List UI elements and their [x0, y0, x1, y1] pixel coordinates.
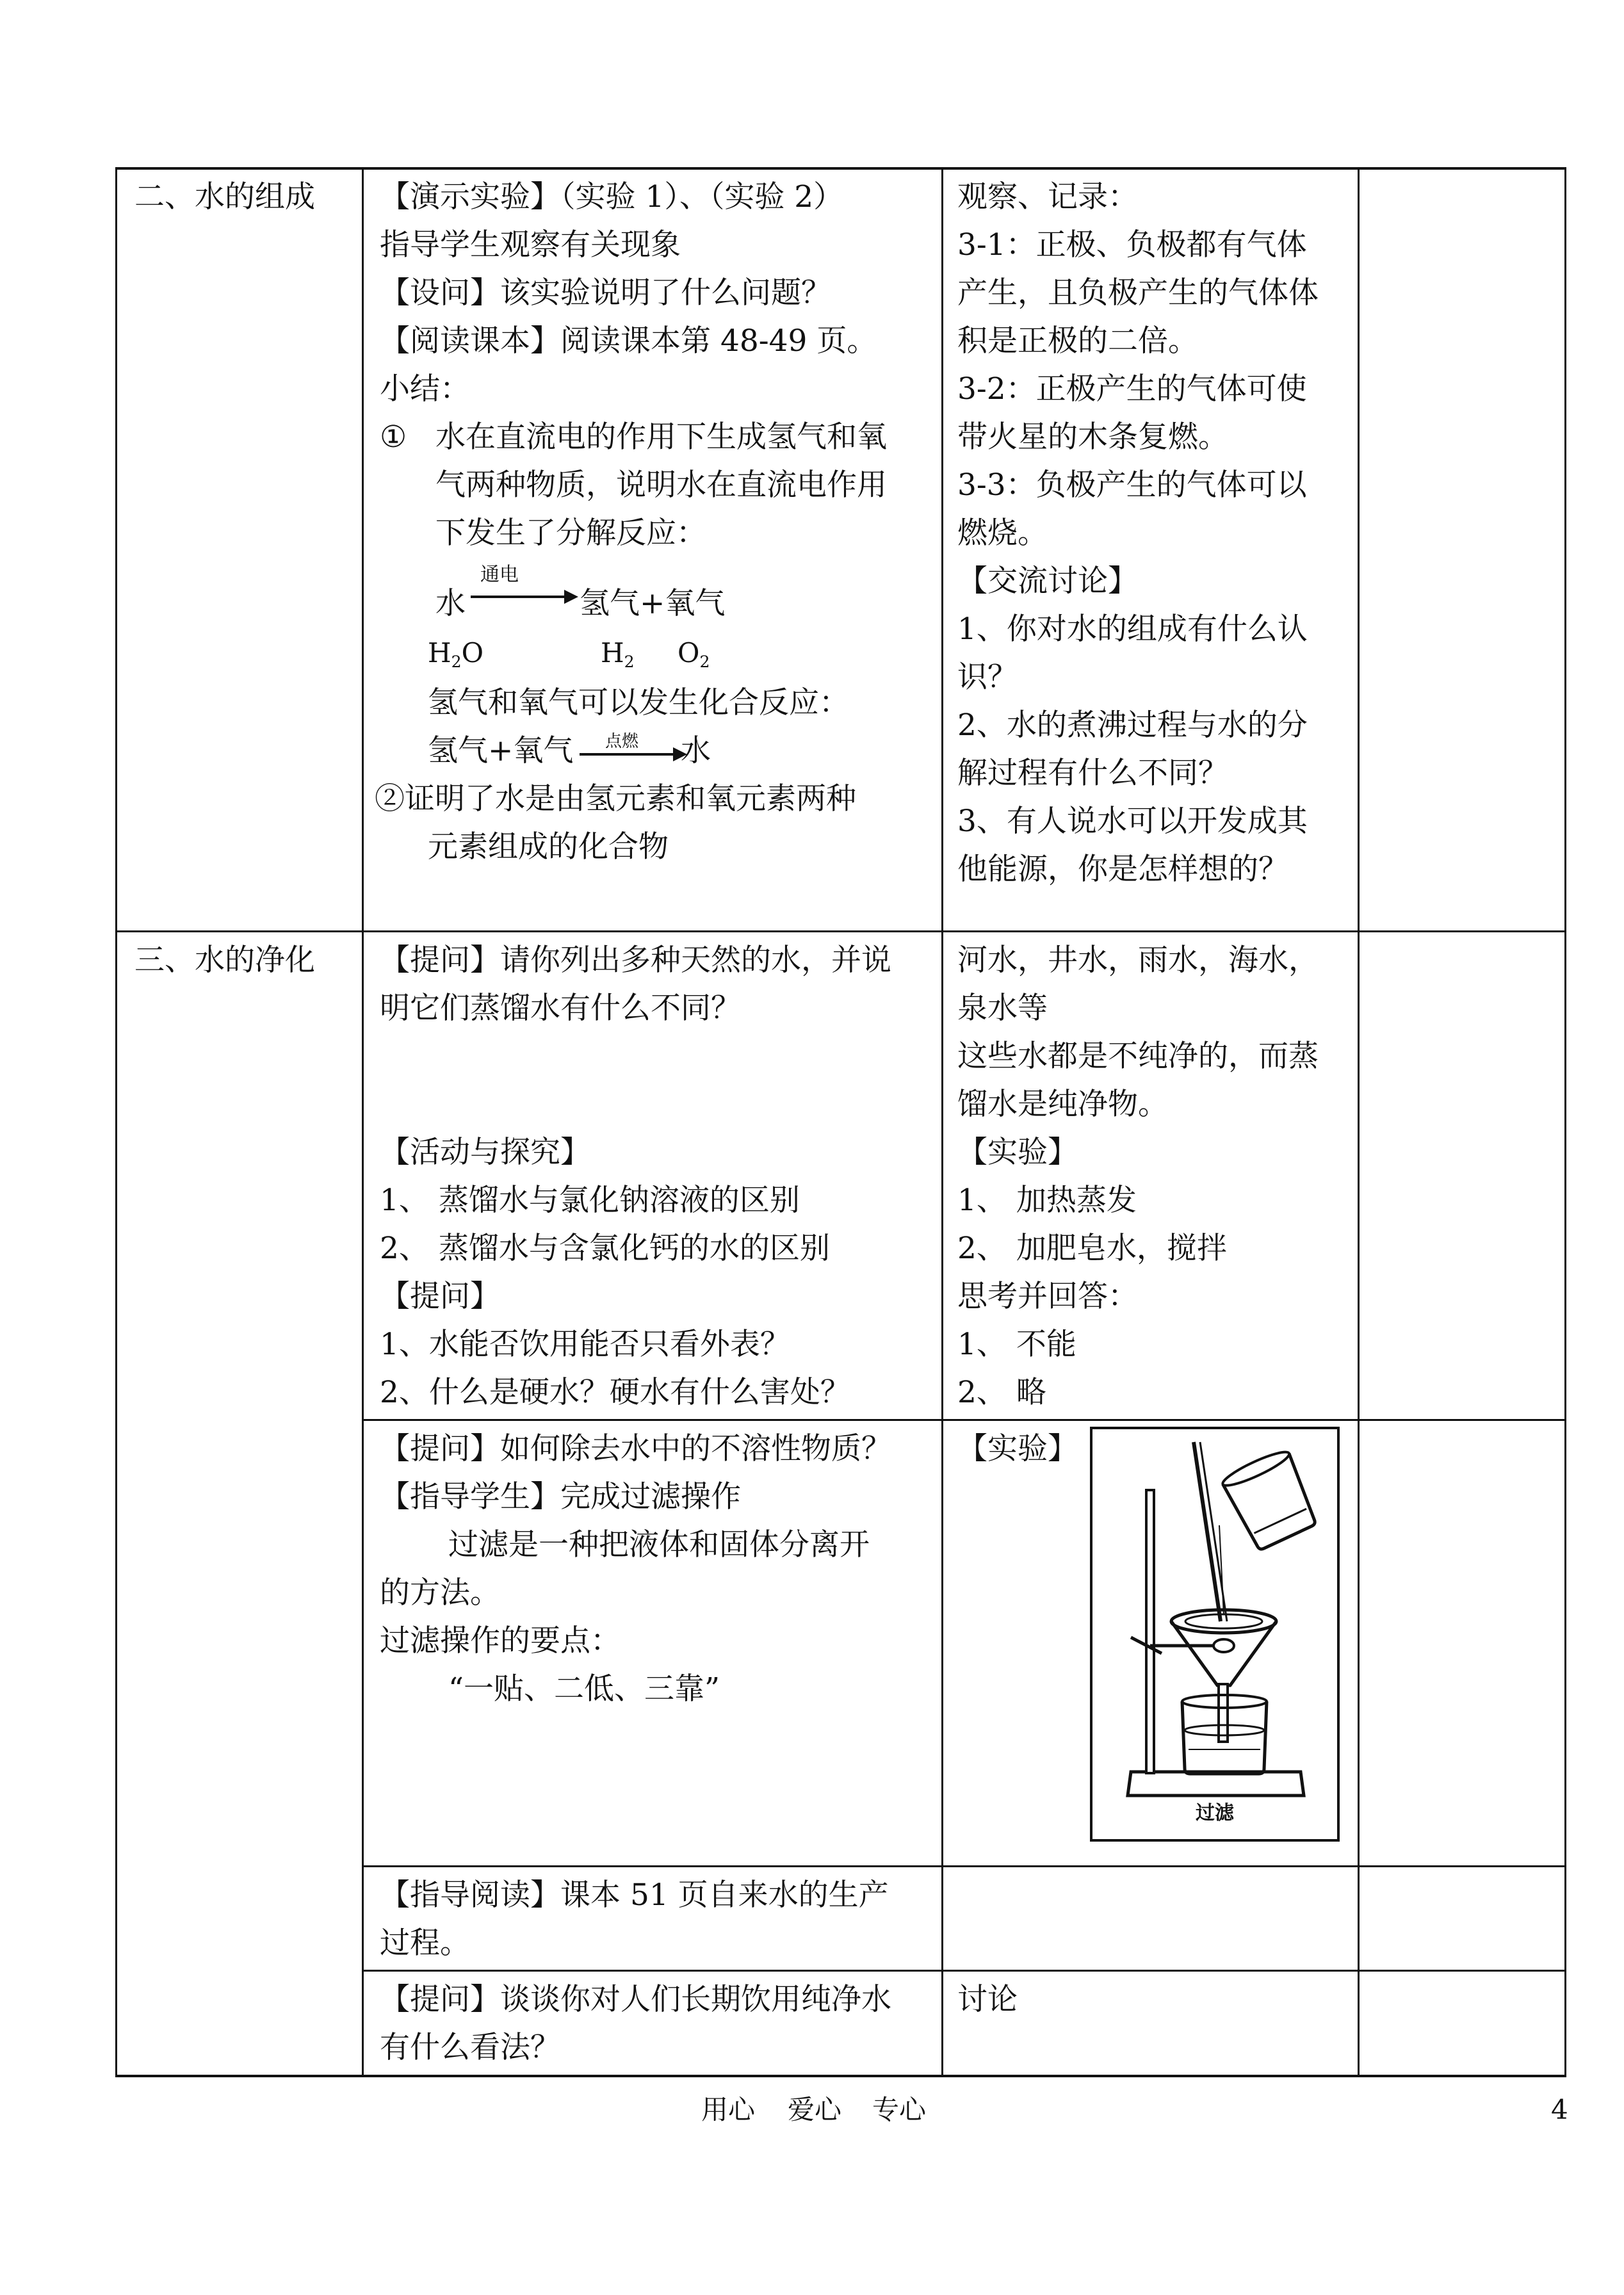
s3b1-teacher-line-2: 明它们蒸馏水有什么不同？: [380, 991, 741, 1026]
s3b2-teacher-line-4: 的方法。: [380, 1575, 500, 1610]
s2-student-line-14: 3、有人说水可以开发成其: [957, 804, 1308, 839]
s2-point1-line-1: 水在直流电的作用下生成氢气和氧: [435, 419, 887, 455]
s3b1-student-line-7: 2、 加肥皂水，搅拌: [957, 1231, 1227, 1266]
row-divider-4: [362, 1970, 1566, 1972]
filtration-figure-caption: 过滤: [1196, 1802, 1234, 1824]
s3b1-teacher-line-1: 【提问】请你列出多种天然的水，并说: [380, 943, 891, 978]
table-bottom-border: [115, 2075, 1566, 2077]
s2-student-line-12: 2、水的煮沸过程与水的分: [957, 708, 1308, 743]
eq1-condition: 通电: [480, 564, 519, 586]
s3b1-teacher-line-3: 【活动与探究】: [380, 1135, 590, 1170]
s2-student-line-8: 燃烧。: [957, 515, 1048, 551]
formula-hydrogen: $H_2$: [601, 637, 635, 671]
s2-student-line-9: 【交流讨论】: [957, 564, 1138, 599]
s2-student-line-15: 他能源，你是怎样想的？: [957, 852, 1288, 887]
s3b1-student-line-5: 【实验】: [957, 1135, 1078, 1170]
eq1-left: 水: [435, 586, 466, 621]
s3b1-student-line-10: 2、 略: [957, 1375, 1046, 1410]
col-line-3: [1358, 167, 1360, 2077]
col-line-2: [941, 167, 943, 2077]
section2-title: 二、水的组成: [134, 179, 315, 215]
col-line-right: [1564, 167, 1566, 2077]
footer-right: 专心: [872, 2094, 927, 2125]
s3b1-teacher-line-4: 1、 蒸馏水与氯化钠溶液的区别: [380, 1183, 800, 1218]
s3b2-teacher-line-3: 过滤是一种把液体和固体分离开: [448, 1527, 870, 1562]
footer-left: 用心: [701, 2094, 756, 2125]
row-divider-3: [362, 1865, 1566, 1867]
s2-teacher-line-3: 【设问】该实验说明了什么问题？: [380, 275, 831, 311]
s3b3-teacher-line-2: 过程。: [380, 1926, 470, 1961]
s3b4-student-line-1: 讨论: [957, 1982, 1018, 2017]
s2-point2-line-1: ②证明了水是由氢元素和氧元素两种: [375, 781, 856, 816]
s3b1-student-line-3: 这些水都是不纯净的，而蒸: [957, 1039, 1319, 1074]
s2-combine-line: 氢气和氧气可以发生化合反应：: [428, 685, 849, 720]
eq1-right: 氢气+氧气: [580, 586, 726, 621]
s2-point1-number: ①: [380, 419, 407, 455]
s3b2-teacher-line-2: 【指导学生】完成过滤操作: [380, 1479, 741, 1514]
s3b1-student-line-6: 1、 加热蒸发: [957, 1183, 1137, 1218]
s3b1-teacher-line-8: 2、什么是硬水？硬水有什么害处？: [380, 1375, 850, 1410]
s2-point2-line-2: 元素组成的化合物: [428, 829, 669, 864]
formula-water: $H_2O$: [428, 637, 484, 671]
s2-student-line-6: 带火星的木条复燃。: [957, 419, 1228, 455]
s3b4-teacher-line-2: 有什么看法？: [380, 2030, 560, 2065]
s3b1-student-line-9: 1、 不能: [957, 1327, 1076, 1362]
s3b2-teacher-line-6: “一贴、二低、三靠”: [448, 1671, 720, 1707]
section3-title: 三、水的净化: [134, 943, 315, 978]
s2-point1-line-2: 气两种物质，说明水在直流电作用: [435, 467, 887, 503]
row-divider-2: [362, 1419, 1566, 1421]
s3b4-teacher-line-1: 【提问】谈谈你对人们长期饮用纯净水: [380, 1982, 891, 2017]
col-line-1: [362, 167, 364, 2077]
row-divider-1: [115, 930, 1566, 932]
page-number: 4: [1551, 2094, 1568, 2125]
footer-middle: 爱心: [788, 2094, 842, 2125]
s2-teacher-line-5: 小结：: [380, 371, 470, 407]
s2-point1-line-3: 下发生了分解反应：: [435, 515, 706, 551]
s3b1-student-line-4: 馏水是纯净物。: [957, 1087, 1168, 1122]
eq2-condition: 点燃: [605, 732, 639, 751]
s2-teacher-line-1: 【演示实验】（实验 1）、（实验 2）: [380, 179, 844, 215]
s3b2-student-line-1: 【实验】: [957, 1431, 1078, 1466]
s3b1-student-line-2: 泉水等: [957, 991, 1048, 1026]
s2-student-line-3: 产生，且负极产生的气体体: [957, 275, 1319, 311]
s2-teacher-line-2: 指导学生观察有关现象: [380, 227, 681, 263]
eq2-left: 氢气+氧气: [428, 733, 574, 768]
s2-student-line-5: 3-2：正极产生的气体可使: [957, 371, 1307, 407]
eq2-right: 水: [681, 733, 711, 768]
s3b1-teacher-line-5: 2、 蒸馏水与含氯化钙的水的区别: [380, 1231, 830, 1266]
s3b3-teacher-line-1: 【指导阅读】课本 51 页自来水的生产: [380, 1877, 889, 1913]
col-line-left: [115, 167, 117, 2077]
s2-student-line-11: 识？: [957, 660, 1018, 695]
s2-student-line-13: 解过程有什么不同？: [957, 756, 1228, 791]
s2-teacher-line-4: 【阅读课本】阅读课本第 48-49 页。: [380, 323, 877, 359]
formula-oxygen: $O_2$: [678, 637, 710, 671]
s2-student-line-7: 3-3：负极产生的气体可以: [957, 467, 1307, 503]
eq1-arrow-icon: [471, 587, 580, 606]
s3b1-teacher-line-6: 【提问】: [380, 1279, 500, 1314]
s2-student-line-4: 积是正极的二倍。: [957, 323, 1198, 359]
filtration-apparatus-icon: [1092, 1429, 1337, 1839]
table-top-border: [115, 167, 1566, 170]
s2-student-line-1: 观察、记录：: [957, 179, 1138, 215]
s2-student-line-2: 3-1：正极、负极都有气体: [957, 227, 1307, 263]
filtration-figure: [1090, 1427, 1340, 1842]
s2-student-line-10: 1、你对水的组成有什么认: [957, 612, 1308, 647]
s3b2-teacher-line-5: 过滤操作的要点：: [380, 1623, 621, 1658]
s3b1-teacher-line-7: 1、水能否饮用能否只看外表？: [380, 1327, 790, 1362]
s3b1-student-line-1: 河水，井水，雨水，海水，: [957, 943, 1319, 978]
eq2-arrow-icon: [580, 745, 688, 764]
s3b2-teacher-line-1: 【提问】如何除去水中的不溶性物质？: [380, 1431, 891, 1466]
s3b1-student-line-8: 思考并回答：: [957, 1279, 1138, 1314]
